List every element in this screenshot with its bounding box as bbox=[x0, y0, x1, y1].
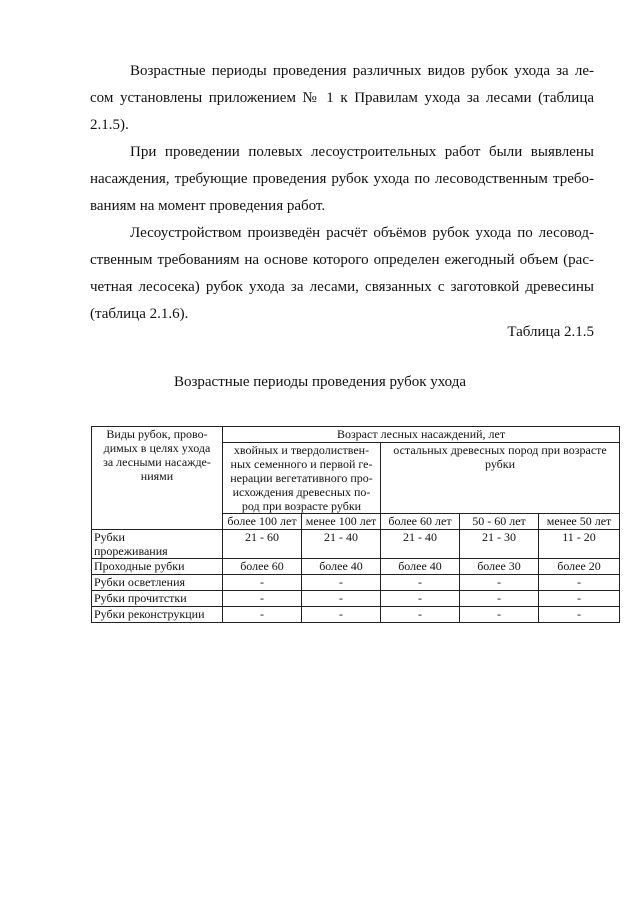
table-cell: - bbox=[381, 591, 460, 607]
header-age-column: менее 50 лет bbox=[539, 514, 620, 530]
row-felling-name: Проходные рубки bbox=[92, 559, 223, 575]
header-other-species-group: остальных древесных пород при возрасте рубки bbox=[381, 443, 620, 514]
row-felling-name: Рубки реконструкции bbox=[92, 607, 223, 623]
paragraph-line: Возрастные периоды проведения различных видов рубок ухода за ле- bbox=[130, 63, 594, 79]
care-age-table bbox=[91, 426, 620, 623]
paragraph-line: ваниям на момент проведения работ. bbox=[90, 198, 326, 214]
header-age-column: более 60 лет bbox=[381, 514, 460, 530]
table-cell: - bbox=[460, 591, 539, 607]
header-conifer-group bbox=[223, 443, 381, 514]
table-title: Возрастные периоды проведения рубок ухода bbox=[173, 374, 467, 390]
paragraph-calculation bbox=[90, 220, 594, 328]
row-felling-name bbox=[92, 530, 223, 559]
table-cell: - bbox=[223, 591, 302, 607]
table-cell: - bbox=[302, 575, 381, 591]
table-cell: - bbox=[223, 607, 302, 623]
table-cell: - bbox=[539, 607, 620, 623]
header-line: хвойных и твердолиствен- bbox=[233, 443, 370, 457]
header-line: исхождения древесных по- bbox=[232, 485, 371, 499]
table-cell: более 30 bbox=[460, 559, 539, 575]
header-line: Виды рубок, прово- bbox=[106, 427, 208, 441]
table-cell: - bbox=[223, 575, 302, 591]
table-number-label: Таблица 2.1.5 bbox=[507, 324, 594, 340]
header-age-column: более 100 лет bbox=[223, 514, 302, 530]
paragraph-line: сом установлены приложением № 1 к Правилам ухода за лесами (таблица bbox=[90, 90, 594, 106]
table-row bbox=[92, 591, 620, 607]
paragraph-field-works bbox=[90, 139, 594, 220]
paragraph-line: четная лесосека) рубок ухода за лесами, связанных с заготовкой древесины bbox=[90, 279, 594, 295]
header-line: ниями bbox=[140, 469, 174, 483]
header-age-column: 50 - 60 лет bbox=[460, 514, 539, 530]
paragraph-line: (таблица 2.1.6). bbox=[90, 306, 189, 322]
row-name-line: прореживания bbox=[94, 544, 168, 558]
table-cell: - bbox=[539, 575, 620, 591]
table-cell: более 20 bbox=[539, 559, 620, 575]
table-cell: 21 - 40 bbox=[302, 530, 381, 559]
table-cell: - bbox=[460, 607, 539, 623]
row-name-line: Рубки bbox=[94, 530, 125, 544]
table-row bbox=[92, 530, 620, 559]
table-cell: - bbox=[302, 591, 381, 607]
table-cell: - bbox=[381, 607, 460, 623]
header-forest-age: Возраст лесных насаждений, лет bbox=[223, 427, 620, 443]
table-cell: 11 - 20 bbox=[539, 530, 620, 559]
header-line: димых в целях ухода bbox=[103, 441, 211, 455]
table-cell: - bbox=[539, 591, 620, 607]
row-felling-name: Рубки осветления bbox=[92, 575, 223, 591]
paragraph-line: ственным требованиям на основе которого определен ежегодный объем (рас- bbox=[90, 252, 594, 268]
header-felling-type bbox=[92, 427, 223, 530]
table-row bbox=[92, 559, 620, 575]
paragraph-line: При проведении полевых лесоустроительных работ были выявлены bbox=[130, 144, 594, 160]
table-row bbox=[92, 607, 620, 623]
paragraph-age-periods bbox=[90, 58, 594, 139]
table-cell: 21 - 60 bbox=[223, 530, 302, 559]
paragraph-line: насаждения, требующие проведения рубок ухода по лесоводственным требо- bbox=[90, 171, 594, 187]
table-cell: - bbox=[302, 607, 381, 623]
table-cell: более 60 bbox=[223, 559, 302, 575]
header-age-column: менее 100 лет bbox=[302, 514, 381, 530]
row-felling-name: Рубки прочитстки bbox=[92, 591, 223, 607]
header-line: нерации вегетативного про- bbox=[230, 471, 373, 485]
header-line: род при возрасте рубки bbox=[241, 499, 362, 513]
table-row bbox=[92, 575, 620, 591]
table-cell: - bbox=[381, 575, 460, 591]
paragraph-line: Лесоустройством произведён расчёт объёмов рубок ухода по лесовод- bbox=[130, 225, 594, 241]
table-cell: 21 - 30 bbox=[460, 530, 539, 559]
table-cell: 21 - 40 bbox=[381, 530, 460, 559]
table-cell: более 40 bbox=[381, 559, 460, 575]
table-cell: более 40 bbox=[302, 559, 381, 575]
header-line: ных семенного и первой ге- bbox=[230, 457, 373, 471]
paragraph-line: 2.1.5). bbox=[90, 117, 129, 133]
header-line: за лесными насажде- bbox=[103, 455, 211, 469]
table-cell: - bbox=[460, 575, 539, 591]
